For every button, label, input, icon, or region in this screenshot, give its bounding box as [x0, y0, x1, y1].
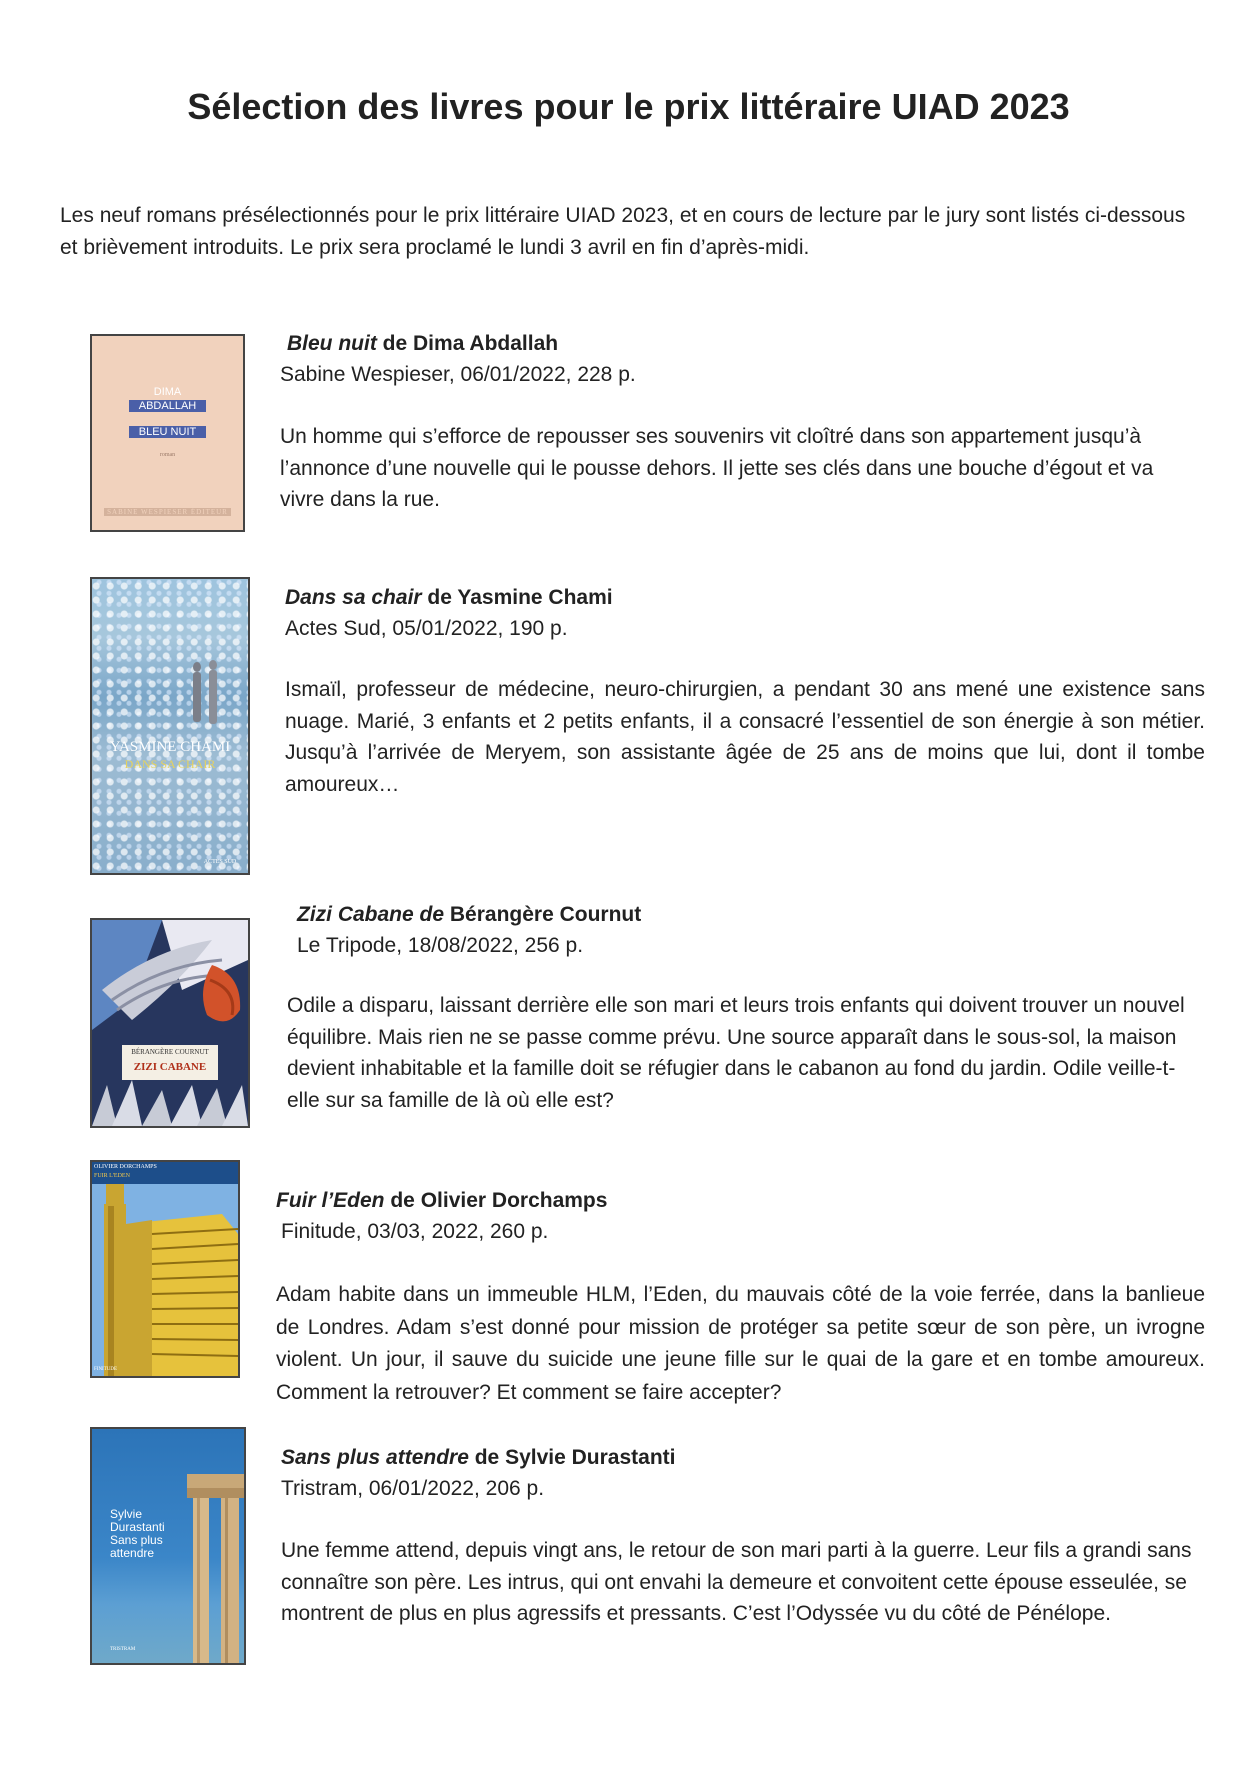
cover-publisher: FINITUDE: [94, 1367, 118, 1372]
book-author: Sylvie Durastanti: [505, 1446, 676, 1469]
book-title-line: [285, 586, 613, 610]
cover-author-last: Durastanti: [110, 1520, 165, 1534]
book-description: Une femme attend, depuis vingt ans, le retour de son mari parti à la guerre. Leur fils a grandi sans connaître son père. Les intrus, qui ont envahi la demeure et convoitent cette épouse esseulée, se montrent de plus en plus agressifs et pressants. C’est l’Odyssée vu du côté de Pénélope.: [281, 1539, 1192, 1625]
book-title: Bleu nuit: [287, 332, 377, 355]
cover-author-first: DIMA: [153, 386, 182, 398]
book-cover: [90, 577, 250, 875]
book-title: Fuir l’Eden: [276, 1189, 385, 1212]
book-description: Un homme qui s’efforce de repousser ses souvenirs vit cloîtré dans son appartement jusqu’à l’annonce d’une nouvelle qui le pousse dehors. Il jette ses clés dans une bouche d’égout et va vivre dans la rue.: [280, 425, 1154, 511]
cover-author: OLIVIER DORCHAMPS: [94, 1164, 157, 1170]
cover-author-first: Sylvie: [110, 1507, 143, 1521]
tower-illustration: [92, 1184, 238, 1376]
book-cover: [90, 918, 250, 1128]
book-title: Dans sa chair: [285, 586, 422, 609]
book-description: Ismaïl, professeur de médecine, neuro-chirurgien, a pendant 30 ans mené une existence sans nuage. Marié, 3 enfants et 2 petits enfants, il a consacré l’essentiel de son énergie à son métier. Jusqu’à l’arrivée de Meryem, son assistante âgée de 25 ans de moins que lui, dont il tombe amoureux…: [285, 678, 1205, 796]
book-title-line: [281, 1446, 675, 1470]
cover-publisher: TRISTRAM: [110, 1647, 136, 1652]
book-meta: Tristram, 06/01/2022, 206 p.: [281, 1477, 545, 1500]
book-author: Olivier Dorchamps: [420, 1189, 608, 1212]
book-title-de: de: [468, 1446, 506, 1469]
intro-paragraph: Les neuf romans présélectionnés pour le prix littéraire UIAD 2023, et en cours de lecture par le jury sont listés ci-dessous et brièvement introduits. Le prix sera proclamé le lundi 3 avril en fin d’après-midi.: [60, 204, 1186, 259]
book-meta: Finitude, 03/03, 2022, 260 p.: [281, 1220, 549, 1243]
book-cover: [90, 1427, 246, 1665]
cover-title: ZIZI CABANE: [133, 1061, 207, 1073]
book-title-line: [287, 332, 558, 356]
cover-genre: roman: [159, 452, 176, 458]
book-title-line: [276, 1189, 607, 1213]
book-cover: [90, 1160, 240, 1378]
cover-title-2: attendre: [110, 1546, 155, 1560]
page-title: Sélection des livres pour le prix littéraire UIAD 2023: [187, 86, 1070, 127]
cover-illustration: [92, 920, 248, 1126]
cover-publisher: ACTES SUD: [203, 859, 237, 865]
book-author: Dima Abdallah: [413, 332, 559, 355]
cover-title: FUIR L'EDEN: [94, 1173, 130, 1179]
cover-author: YASMINE CHAMI: [109, 739, 231, 755]
book-description: Adam habite dans un immeuble HLM, l’Eden, du mauvais côté de la voie ferrée, dans la banlieue de Londres. Adam s’est donné pour mission de protéger sa petite sœur de son père, un ivrogne violent. Un jour, il sauve du suicide une jeune fille sur le quai de la gare et en tombe amoureux. Comment la retrouver? Et comment se faire accepter?: [276, 1283, 1205, 1404]
book-title-de: de: [384, 1189, 421, 1212]
book-title: Zizi Cabane de: [297, 903, 445, 926]
book-title: Sans plus attendre: [281, 1446, 469, 1469]
book-title-de: de: [421, 586, 458, 609]
cover-title: DANS SA CHAIR: [124, 757, 216, 771]
book-author: Bérangère Cournut: [449, 903, 642, 926]
cover-publisher: SABINE WESPIESER ÉDITEUR: [104, 508, 231, 516]
book-author: Yasmine Chami: [457, 586, 613, 609]
cover-title: BLEU NUIT: [129, 426, 206, 438]
book-title-line: [297, 903, 641, 927]
book-meta: Le Tripode, 18/08/2022, 256 p.: [297, 934, 584, 957]
cover-author: BÉRANGÈRE COURNUT: [131, 1048, 209, 1056]
book-cover: [90, 334, 245, 532]
book-description: Odile a disparu, laissant derrière elle son mari et leurs trois enfants qui doivent trouver un nouvel équilibre. Mais rien ne se passe comme prévu. Une source apparaît dans le sous-sol, la maison devient inhabitable et la famille doit se réfugier dans le cabanon au fond du jardin. Odile veille-t-elle sur sa famille de là où elle est?: [287, 994, 1185, 1112]
cover-author-last: ABDALLAH: [129, 400, 206, 412]
figures-illustration: [187, 659, 227, 729]
cover-title-1: Sans plus: [110, 1533, 163, 1547]
book-meta: Sabine Wespieser, 06/01/2022, 228 p.: [280, 363, 636, 386]
book-title-de: de: [376, 332, 414, 355]
book-meta: Actes Sud, 05/01/2022, 190 p.: [285, 617, 568, 640]
temple-illustration: [187, 1474, 244, 1663]
